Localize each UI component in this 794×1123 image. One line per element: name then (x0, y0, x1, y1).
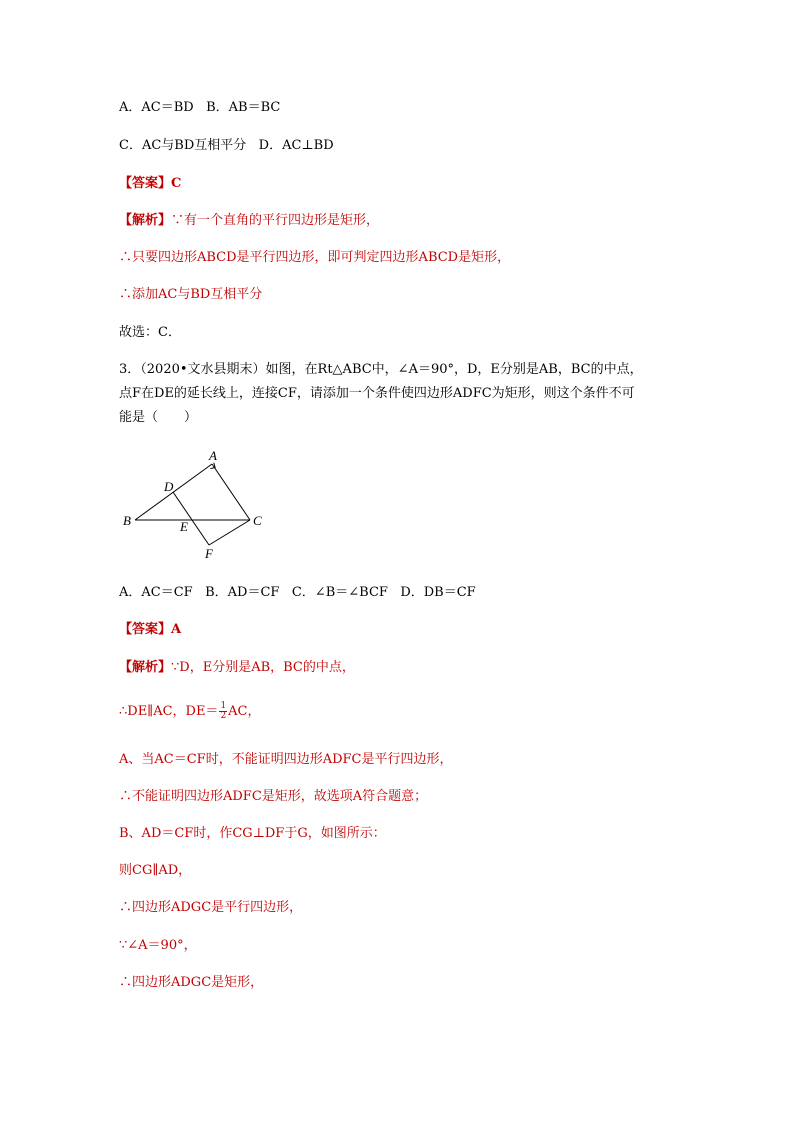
label-e: E (180, 519, 188, 534)
q2-option-c: C．AC与BD互相平分 (119, 138, 247, 153)
q3-analysis-line-3: A、当AC＝CF时，不能证明四边形ADFC是平行四边形， (119, 752, 453, 767)
q2-answer-value: C (171, 176, 182, 191)
label-b: B (123, 513, 131, 528)
q3-answer-value: A (171, 622, 182, 637)
q3-stem-line-2: 点F在DE的延长线上，连接CF，请添加一个条件使四边形ADFC为矩形，则这个条件不可 (119, 386, 635, 401)
q3-analysis-text-2-suffix: AC， (228, 704, 261, 719)
q3-options (119, 583, 476, 603)
q2-option-a: A．AC＝BD (119, 100, 194, 115)
q3-analysis-line-5: B、AD＝CF时，作CG⊥DF于G，如图所示： (119, 826, 386, 841)
q3-answer-tag: 【答案】 (119, 622, 172, 637)
q3-analysis-text-1: ∵D，E分别是AB，BC的中点， (171, 660, 355, 675)
q3-stem-line-1 (119, 360, 643, 380)
fraction-denominator: 2 (220, 711, 227, 721)
q3-analysis-line-1 (119, 658, 355, 678)
q2-options-row-2 (119, 136, 334, 156)
q3-option-d: D．DB＝CF (400, 585, 476, 600)
fraction-one-half (219, 702, 227, 721)
q3-option-b: B．AD＝CF (205, 585, 280, 600)
q3-analysis-tag: 【解析】 (119, 660, 172, 675)
geometry-figure (115, 445, 275, 567)
q2-analysis-line-1 (119, 211, 379, 231)
q2-conclusion: 故选：C． (119, 325, 181, 340)
q2-analysis-line-3: ∴添加AC与BD互相平分 (119, 287, 263, 302)
fraction-numerator: 1 (220, 701, 227, 711)
q3-source: （2020•文水县期末） (140, 362, 266, 377)
q3-analysis-line-9: ∴四边形ADGC是矩形， (119, 975, 264, 990)
q3-analysis-line-4: ∴不能证明四边形ADFC是矩形，故选项A符合题意； (119, 789, 428, 804)
segment-df (173, 492, 209, 545)
label-f: F (205, 546, 213, 561)
label-a: A (209, 448, 217, 463)
q3-analysis-text-2-prefix: ∴DE∥AC，DE＝ (119, 704, 219, 719)
q2-analysis-line-2: ∴只要四边形ABCD是平行四边形，即可判定四边形ABCD是矩形， (119, 250, 511, 265)
q3-analysis-line-8: ∵∠A＝90°， (119, 938, 197, 953)
q2-options-row-1 (119, 98, 280, 118)
q3-stem-text-1: 如图，在Rt△ABC中，∠A＝90°，D，E分别是AB，BC的中点， (265, 362, 643, 377)
q2-analysis-text-1: ∵有一个直角的平行四边形是矩形， (171, 213, 380, 228)
segment-ac (212, 464, 250, 520)
q2-answer (119, 174, 181, 194)
label-d: D (164, 479, 174, 494)
label-c: C (253, 513, 262, 528)
q3-analysis-line-7: ∴四边形ADGC是平行四边形， (119, 900, 303, 915)
q3-option-c: C．∠B＝∠BCF (291, 585, 388, 600)
q2-analysis-tag: 【解析】 (119, 213, 172, 228)
q3-analysis-line-2 (119, 702, 261, 722)
q3-analysis-line-6: 则CG∥AD， (119, 863, 192, 878)
q2-option-d: D．AC⊥BD (258, 138, 334, 153)
q2-option-b: B．AB＝BC (206, 100, 281, 115)
segment-fc (209, 520, 250, 545)
q3-stem-line-3: 能是（ ） (119, 410, 198, 425)
q2-answer-tag: 【答案】 (119, 176, 172, 191)
q3-option-a: A．AC＝CF (119, 585, 193, 600)
q3-number: 3． (119, 362, 141, 377)
q3-answer (119, 620, 181, 640)
